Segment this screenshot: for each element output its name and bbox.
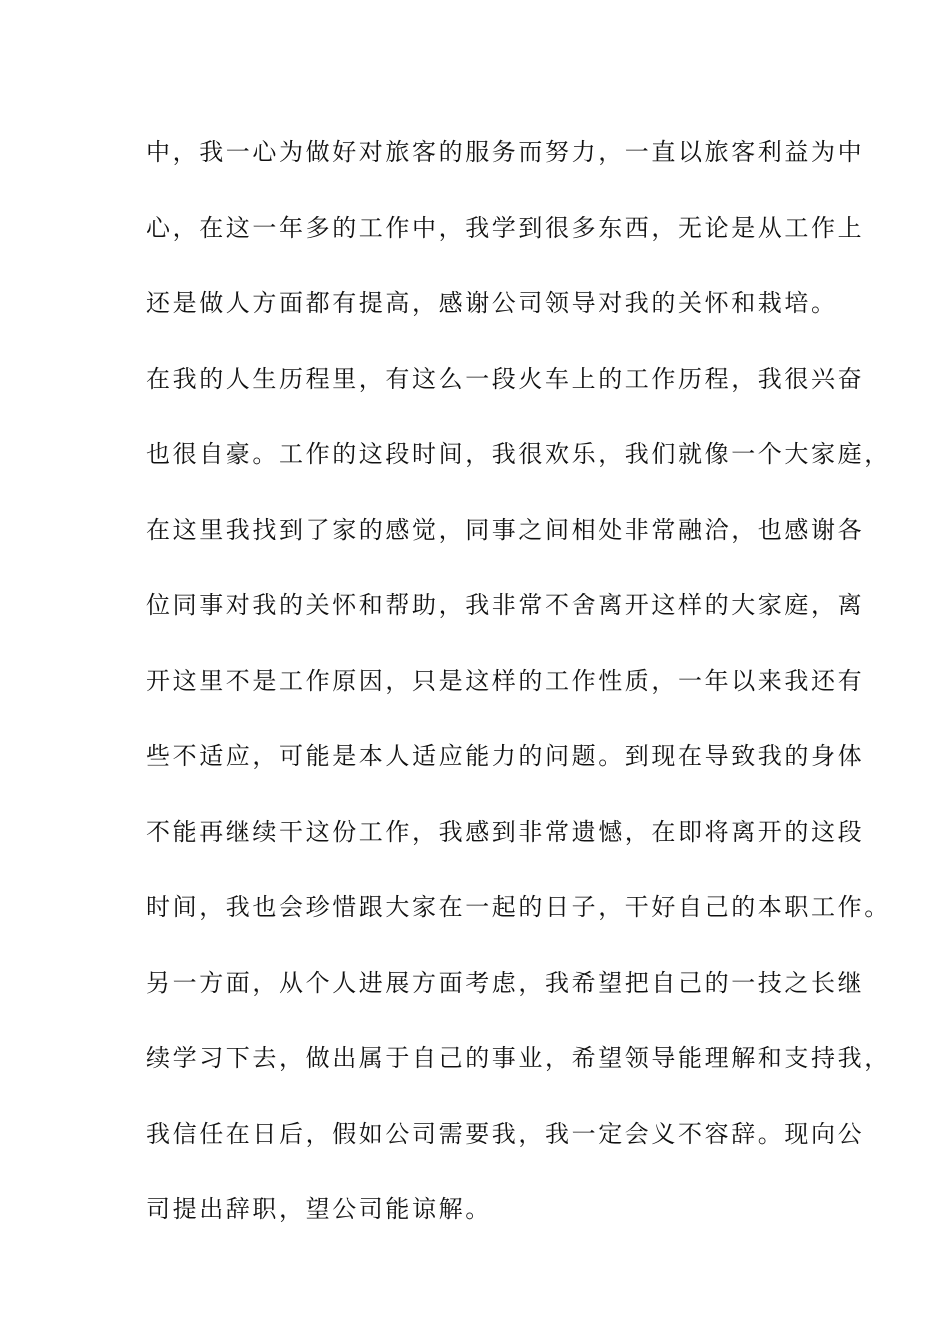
text-line: 续学习下去，做出属于自己的事业，希望领导能理解和支持我， [146,1044,891,1072]
text-line: 司提出辞职，望公司能谅解。 [146,1195,492,1223]
document-body [146,130,891,1263]
text-line: 开这里不是工作原因，只是这样的工作性质，一年以来我还有 [146,666,865,695]
text-line: 不能再继续干这份工作，我感到非常遗憾，在即将离开的这段 [146,817,865,846]
text-line: 我信任在日后，假如公司需要我，我一定会义不容辞。现向公 [146,1119,865,1148]
text-line: 中，我一心为做好对旅客的服务而努力，一直以旅客利益为中 [146,138,865,166]
text-line: 些不适应，可能是本人适应能力的问题。到现在导致我的身体 [146,742,865,770]
text-line: 心，在这一年多的工作中，我学到很多东西，无论是从工作上 [146,213,865,242]
text-line: 时间，我也会珍惜跟大家在一起的日子，干好自己的本职工作。 [146,893,891,921]
text-line: 位同事对我的关怀和帮助，我非常不舍离开这样的大家庭，离 [146,591,865,619]
text-line: 还是做人方面都有提高，感谢公司领导对我的关怀和栽培。 [146,289,838,317]
text-line: 在我的人生历程里，有这么一段火车上的工作历程，我很兴奋 [146,364,865,393]
text-line: 另一方面，从个人进展方面考虑，我希望把自己的一技之长继 [146,968,865,997]
text-line: 也很自豪。工作的这段时间，我很欢乐，我们就像一个大家庭， [146,440,891,468]
text-line: 在这里我找到了家的感觉，同事之间相处非常融洽，也感谢各 [146,515,865,544]
